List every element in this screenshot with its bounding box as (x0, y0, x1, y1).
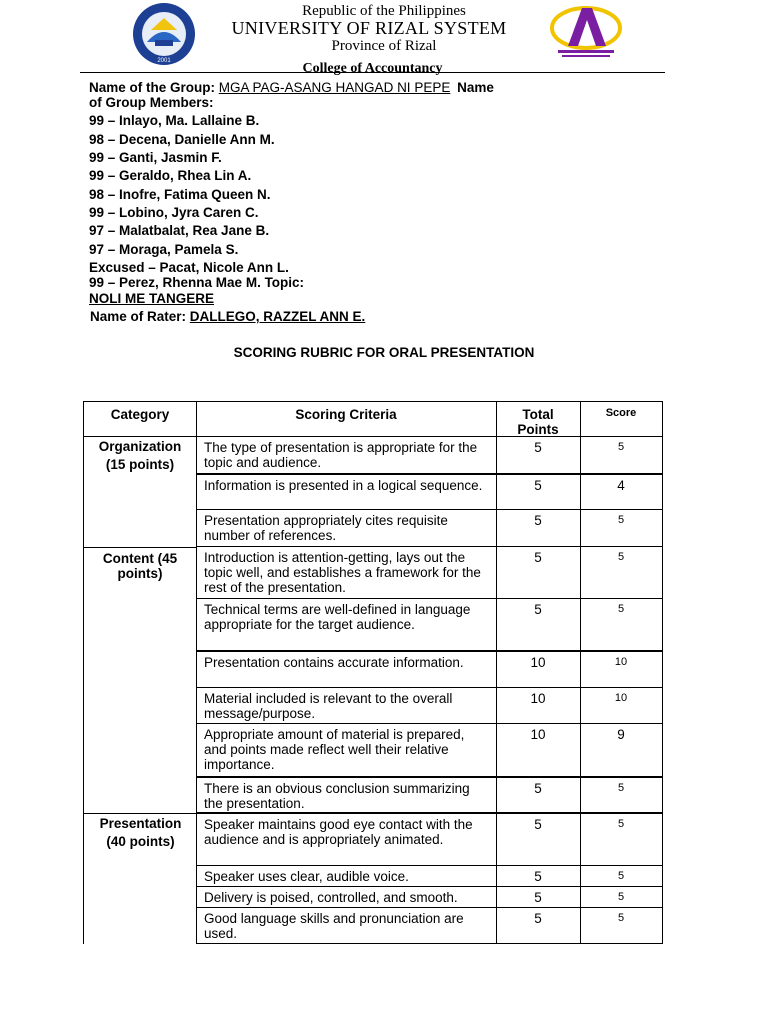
header-total (496, 401, 581, 437)
total-points-cell: 5 (496, 886, 581, 908)
rater-label: Name of Rater: (90, 309, 187, 324)
total-points-cell: 10 (496, 723, 581, 777)
member-5: 98 – Inofre, Fatima Queen N. (89, 187, 271, 202)
score-cell: 5 (580, 509, 663, 547)
header-criteria: Scoring Criteria (196, 401, 497, 437)
criteria-cell: Information is presented in a logical sequence. (196, 474, 497, 510)
total-points-cell: 5 (496, 598, 581, 651)
group-name-line (89, 80, 494, 95)
header-college: College of Accountancy (302, 61, 443, 76)
total-points-cell: 5 (496, 546, 581, 599)
member-2: 98 – Decena, Danielle Ann M. (89, 132, 275, 147)
group-name-value: MGA PAG-ASANG HANGAD NI PEPE (218, 80, 451, 95)
criteria-cell: Presentation appropriately cites requisite number of references. (196, 509, 497, 547)
score-cell: 10 (580, 651, 663, 688)
rubric-title: SCORING RUBRIC FOR ORAL PRESENTATION (233, 345, 535, 360)
member-4: 99 – Geraldo, Rhea Lin A. (89, 168, 252, 183)
category-organization-points: (15 points) (105, 457, 175, 472)
score-cell: 5 (580, 865, 663, 887)
members-label: of Group Members: (89, 95, 214, 110)
criteria-cell: Speaker maintains good eye contact with the audience and is appropriately animated. (196, 813, 497, 866)
header-total-line2: Points (517, 422, 559, 437)
criteria-cell: Presentation contains accurate information. (196, 651, 497, 688)
member-8: 97 – Moraga, Pamela S. (89, 242, 239, 257)
rater-line (90, 309, 365, 324)
total-points-cell: 10 (496, 651, 581, 688)
member-1: 99 – Inlayo, Ma. Lallaine B. (89, 113, 260, 128)
members-label-start: Name (457, 80, 494, 95)
criteria-cell: Delivery is poised, controlled, and smooth. (196, 886, 497, 908)
header-university: UNIVERSITY OF RIZAL SYSTEM (231, 18, 507, 38)
category-presentation-points: (40 points) (106, 834, 175, 849)
score-cell: 5 (580, 777, 663, 813)
group-name-label: Name of the Group: (89, 80, 216, 95)
criteria-cell: Introduction is attention-getting, lays out the topic well, and establishes a framework for the rest of the presentation. (196, 546, 497, 599)
criteria-cell: Speaker uses clear, audible voice. (196, 865, 497, 887)
header-category: Category (83, 401, 197, 437)
header-divider (80, 72, 665, 73)
score-cell: 5 (580, 886, 663, 908)
category-content (83, 547, 197, 814)
member-3: 99 – Ganti, Jasmin F. (89, 150, 222, 165)
criteria-cell: Technical terms are well-defined in language appropriate for the target audience. (196, 598, 497, 651)
total-points-cell: 5 (496, 865, 581, 887)
total-points-cell: 5 (496, 509, 581, 547)
header-republic: Republic of the Philippines (302, 3, 466, 19)
college-accountancy-logo (548, 2, 624, 62)
total-points-cell: 5 (496, 474, 581, 510)
criteria-cell: The type of presentation is appropriate for the topic and audience. (196, 436, 497, 474)
criteria-cell: Material included is relevant to the overall message/purpose. (196, 687, 497, 724)
criteria-cell: There is an obvious conclusion summarizing the presentation. (196, 777, 497, 813)
category-organization-name: Organization (98, 439, 182, 454)
score-cell: 5 (580, 813, 663, 866)
header-total-line1: Total (522, 407, 554, 422)
criteria-cell: Appropriate amount of material is prepared, and points made reflect well their relative importance. (196, 723, 497, 777)
score-cell: 5 (580, 907, 663, 944)
score-cell: 5 (580, 598, 663, 651)
member-6: 99 – Lobino, Jyra Caren C. (89, 205, 259, 220)
member-7: 97 – Malatbalat, Rea Jane B. (89, 223, 270, 238)
member-last-topic-label: 99 – Perez, Rhenna Mae M. Topic: (89, 275, 305, 290)
total-points-cell: 5 (496, 813, 581, 866)
category-content-points: points) (117, 566, 163, 581)
score-cell: 10 (580, 687, 663, 724)
category-presentation (83, 813, 197, 944)
total-points-cell: 5 (496, 907, 581, 944)
category-organization (83, 436, 197, 548)
score-cell: 5 (580, 546, 663, 599)
topic-value: NOLI ME TANGERE (89, 291, 215, 306)
total-points-cell: 5 (496, 777, 581, 813)
seal-year: 2001 (157, 58, 171, 64)
criteria-cell: Good language skills and pronunciation are used. (196, 907, 497, 944)
total-points-cell: 10 (496, 687, 581, 724)
rater-value: DALLEGO, RAZZEL ANN E. (189, 309, 366, 324)
member-excused: Excused – Pacat, Nicole Ann L. (89, 260, 289, 275)
header-score: Score (580, 401, 663, 437)
score-cell: 5 (580, 436, 663, 474)
score-cell: 9 (580, 723, 663, 777)
total-points-cell: 5 (496, 436, 581, 474)
score-cell: 4 (580, 474, 663, 510)
category-content-name: Content (45 (102, 551, 178, 566)
category-presentation-name: Presentation (99, 816, 182, 831)
header-province: Province of Rizal (331, 38, 437, 54)
